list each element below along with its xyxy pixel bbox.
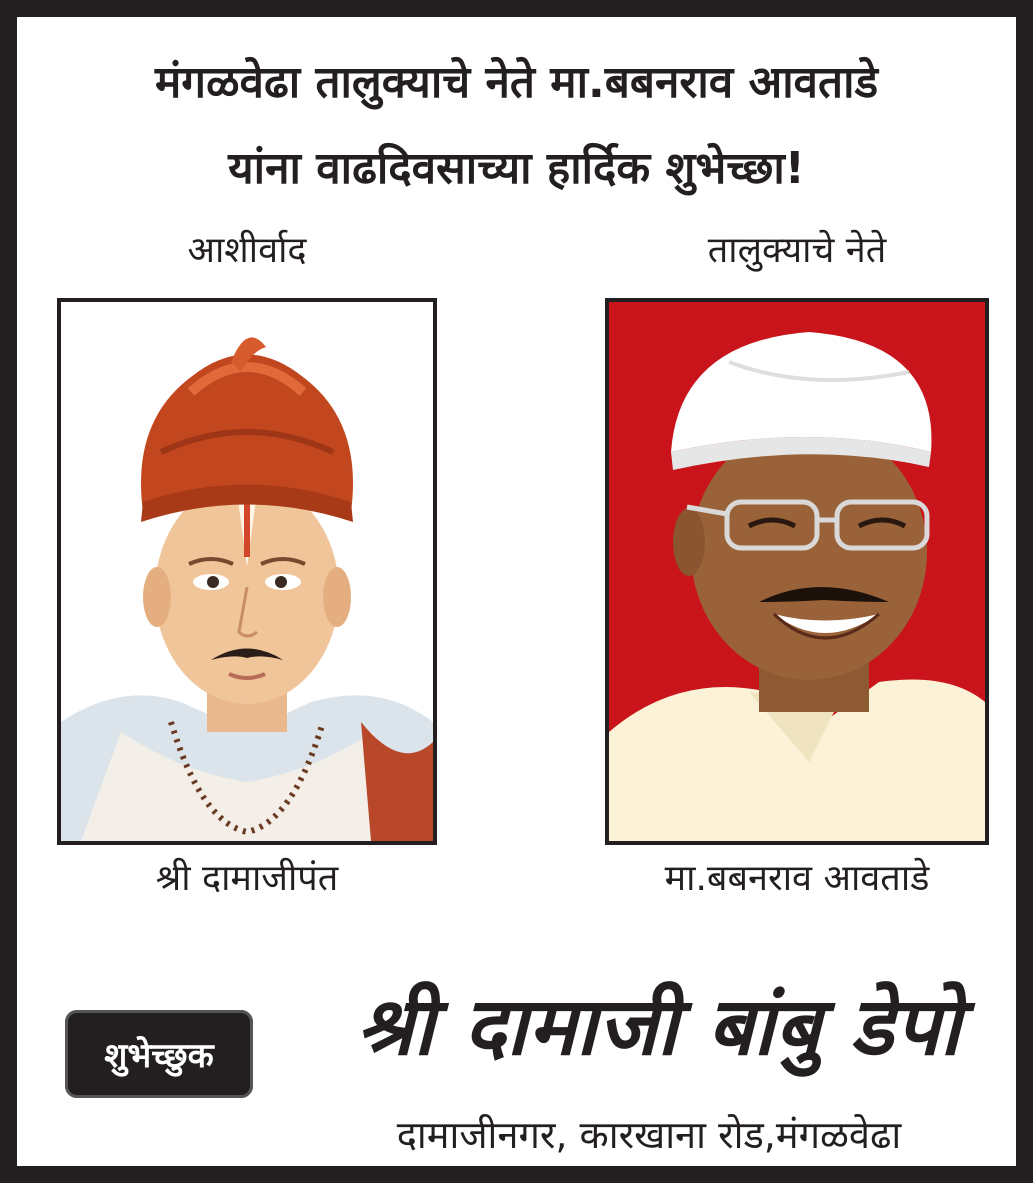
blessing-caption: आशीर्वाद [187,230,307,271]
headline-line-1: मंगळवेढा तालुक्याचे नेते मा.बबनराव आवताडे [154,57,879,108]
well-wisher-badge-label: शुभेच्छुक [104,1036,214,1076]
leader-portrait-illustration [609,302,985,841]
saint-name: श्री दामाजीपंत [155,858,339,899]
firm-address: दामाजीनगर, कारखाना रोड,मंगळवेढा [396,1113,902,1157]
well-wisher-badge [65,1010,253,1098]
leader-caption: तालुक्याचे नेते [707,230,887,271]
headline-line-2: यांना वाढदिवसाच्या हार्दिक शुभेच्छा! [228,143,805,194]
saint-portrait-illustration [61,302,433,841]
saint-portrait [57,298,437,845]
leader-portrait [605,298,989,845]
leader-name: मा.बबनराव आवताडे [664,858,930,899]
firm-name: श्री दामाजी बांबु डेपो [356,980,962,1073]
